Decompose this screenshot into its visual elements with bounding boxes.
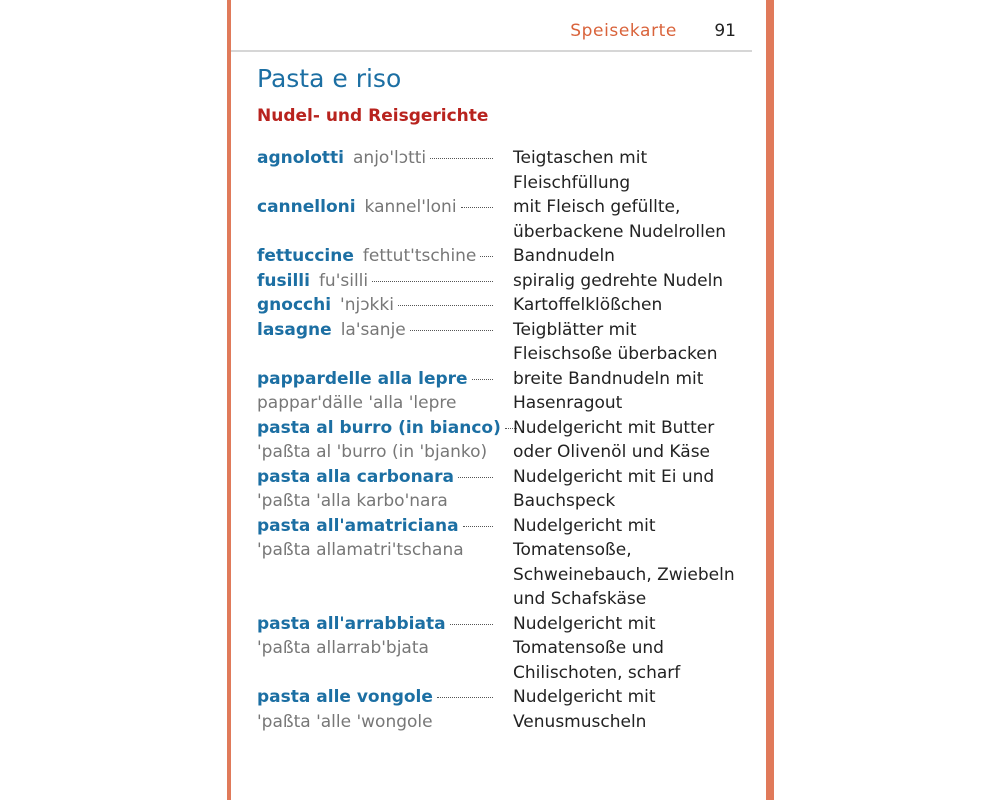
entry-pronunciation: 'paßta allarrab'bjata <box>257 638 429 658</box>
entry-translation <box>513 416 745 465</box>
entry-translation <box>513 465 745 514</box>
entry-term: fettuccine <box>257 246 354 266</box>
entry-term: cannelloni <box>257 197 356 217</box>
entry-term-line <box>257 244 493 269</box>
translation-line: Nudelgericht mit Butter <box>513 417 715 438</box>
entry-pronunciation: 'njɔkki <box>340 295 394 315</box>
entry-term-column <box>257 146 493 171</box>
glossary-entry <box>257 367 757 416</box>
translation-line: Nudelgericht mit <box>513 515 656 536</box>
entry-term-line <box>257 367 493 392</box>
entry-term-line <box>257 269 493 294</box>
page-header <box>231 0 752 52</box>
entry-term-line <box>257 465 493 490</box>
dot-leader <box>437 697 493 698</box>
entry-term-column <box>257 244 493 269</box>
entry-term-line <box>257 685 493 710</box>
translation-line: Teigblätter mit <box>513 319 637 340</box>
entry-term-line <box>257 293 493 318</box>
entry-term: pasta al burro (in bianco) <box>257 417 501 438</box>
entry-pronunciation: fettut'tschine <box>362 246 477 266</box>
translation-line: Venusmuscheln <box>513 711 647 732</box>
entry-term-line <box>257 612 493 637</box>
entry-translation <box>513 244 745 269</box>
entry-pronunciation: 'paßta 'alle 'wongole <box>257 711 433 732</box>
dot-leader <box>398 305 493 306</box>
translation-line: Tomatensoße, <box>513 540 632 560</box>
dot-leader <box>461 207 493 208</box>
glossary-entry <box>257 318 757 367</box>
entry-term: agnolotti <box>257 148 345 168</box>
dot-leader <box>430 158 493 159</box>
entry-translation <box>513 612 745 686</box>
translation-line: Fleischsoße überbacken <box>513 344 718 364</box>
page-number: 91 <box>714 21 736 41</box>
page-subtitle: Nudel- und Reisgerichte <box>257 106 489 126</box>
dot-leader <box>450 624 493 625</box>
entry-pronunciation: fu'silli <box>318 270 369 291</box>
entry-term: pasta alle vongole <box>257 687 433 707</box>
entry-term: pasta all'arrabbiata <box>257 613 446 634</box>
entry-term-line <box>257 416 501 441</box>
entry-term-column <box>257 685 493 734</box>
translation-line: Bandnudeln <box>513 246 615 266</box>
glossary-entry <box>257 416 757 465</box>
translation-line: oder Olivenöl und Käse <box>513 442 711 462</box>
dot-leader <box>372 281 493 282</box>
entry-translation <box>513 685 745 734</box>
entry-term-column <box>257 612 493 661</box>
right-page-border <box>766 0 774 800</box>
entry-translation <box>513 195 745 244</box>
glossary-list <box>257 146 757 734</box>
translation-line: Hasenragout <box>513 393 623 413</box>
dot-leader <box>480 256 493 257</box>
entry-pronunciation: la'sanje <box>340 319 406 340</box>
entry-translation <box>513 318 745 367</box>
dot-leader <box>472 379 493 380</box>
translation-line: Fleischfüllung <box>513 172 631 193</box>
entry-translation <box>513 146 745 195</box>
page-title: Pasta e riso <box>257 64 402 93</box>
entry-pronunciation: pappar'dälle 'alla 'lepre <box>257 393 457 413</box>
translation-line: Chilischoten, scharf <box>513 662 681 683</box>
translation-line: überbackene Nudelrollen <box>513 221 727 242</box>
entry-term-line <box>257 146 493 171</box>
translation-line: Nudelgericht mit <box>513 687 656 707</box>
translation-line: Bauchspeck <box>513 491 616 511</box>
glossary-entry <box>257 514 757 612</box>
glossary-entry <box>257 146 757 195</box>
entry-term: pasta all'amatriciana <box>257 515 459 536</box>
translation-line: breite Bandnudeln mit <box>513 368 704 389</box>
glossary-entry <box>257 269 757 294</box>
entry-term: gnocchi <box>257 295 332 315</box>
translation-line: Nudelgericht mit <box>513 613 656 634</box>
translation-line: Nudelgericht mit Ei und <box>513 466 715 487</box>
entry-term-column <box>257 416 501 465</box>
translation-line: Schweinebauch, Zwiebeln <box>513 564 735 585</box>
glossary-entry <box>257 293 757 318</box>
entry-term-column <box>257 465 493 514</box>
entry-term-column <box>257 514 493 563</box>
entry-term-line <box>257 514 493 539</box>
entry-term: fusilli <box>257 270 310 291</box>
entry-term-column <box>257 293 493 318</box>
glossary-entry <box>257 465 757 514</box>
translation-line: Tomatensoße und <box>513 638 664 658</box>
entry-term-column <box>257 367 493 416</box>
dot-leader <box>463 526 493 527</box>
translation-line: Teigtaschen mit <box>513 148 648 168</box>
entry-term-line <box>257 318 493 343</box>
entry-term: pappardelle alla lepre <box>257 368 468 389</box>
glossary-entry <box>257 195 757 244</box>
entry-pronunciation: 'paßta allamatri'tschana <box>257 540 464 560</box>
translation-line: spiralig gedrehte Nudeln <box>513 270 724 291</box>
translation-line: Kartoffelklößchen <box>513 295 663 315</box>
entry-translation <box>513 269 745 294</box>
dot-leader <box>505 428 517 429</box>
entry-pronunciation: 'paßta al 'burro (in 'bjanko) <box>257 442 488 462</box>
entry-translation <box>513 293 745 318</box>
entry-term: lasagne <box>257 319 332 340</box>
left-page-border <box>227 0 231 800</box>
entry-pronunciation: 'paßta 'alla karbo'nara <box>257 491 448 511</box>
dot-leader <box>458 477 493 478</box>
entry-pronunciation: anjo'lɔtti <box>353 148 427 168</box>
entry-term-column <box>257 195 493 220</box>
entry-term-line <box>257 195 493 220</box>
entry-translation <box>513 367 745 416</box>
glossary-entry <box>257 244 757 269</box>
entry-term-column <box>257 318 493 343</box>
dot-leader <box>410 330 493 331</box>
entry-translation <box>513 514 745 612</box>
entry-term: pasta alla carbonara <box>257 466 455 487</box>
entry-pronunciation: kannel'loni <box>364 197 457 217</box>
section-label: Speisekarte <box>570 21 677 41</box>
glossary-entry <box>257 685 757 734</box>
translation-line: und Schafskäse <box>513 589 647 609</box>
translation-line: mit Fleisch gefüllte, <box>513 197 681 217</box>
glossary-entry <box>257 612 757 686</box>
entry-term-column <box>257 269 493 294</box>
